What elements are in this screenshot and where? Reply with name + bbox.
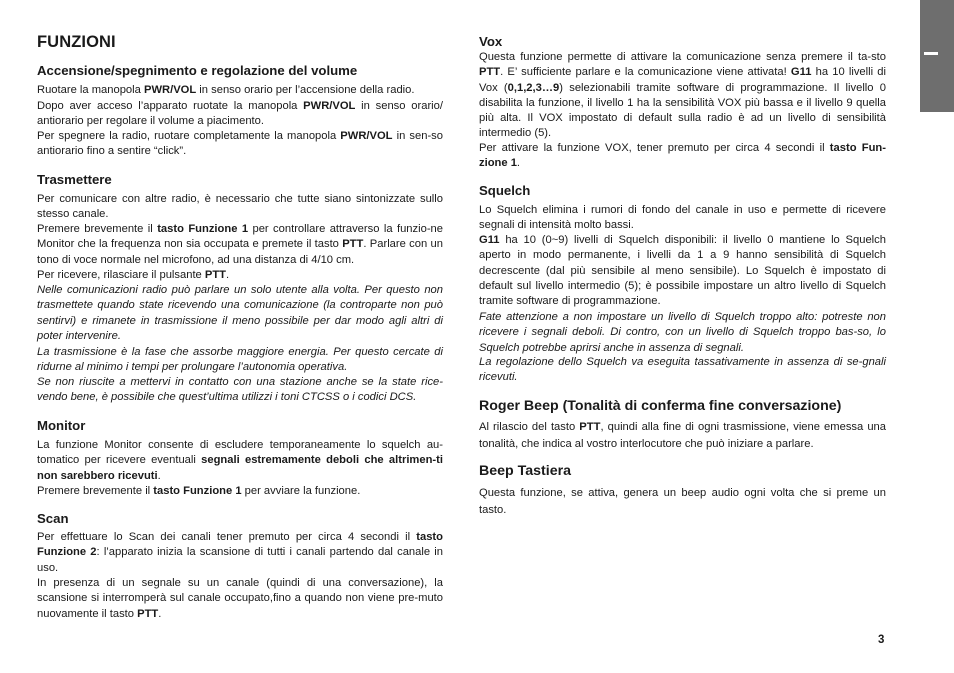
bold-text: tasto Funzione 1 <box>157 223 249 235</box>
text-run: in sen-so antiorario fino a sentire “click”. <box>37 130 443 158</box>
bold-text: PTT <box>204 269 227 281</box>
text-run: Dopo aver acceso l’apparato ruotate la manopola <box>37 100 304 112</box>
text-run: Premere brevemente il <box>37 485 154 497</box>
paragraph <box>37 222 443 268</box>
bold-text: G11 <box>790 66 812 79</box>
text-run: Al rilascio del tasto <box>479 421 580 433</box>
text-run: Per effettuare lo Scan dei canali tener premuto per circa 4 secondi il <box>37 531 417 543</box>
heading-monitor: Monitor <box>37 418 86 433</box>
paragraph-note <box>479 310 886 356</box>
bold-text: G11 <box>479 234 500 246</box>
heading-beep-tastiera: Beep Tastiera <box>479 463 571 479</box>
text-run: Per spegnere la radio, ruotare completamente la manopola <box>37 130 341 142</box>
paragraph <box>479 485 886 519</box>
bold-text: PWR/VOL <box>143 84 197 96</box>
section-tab <box>920 0 954 112</box>
paragraph-note <box>37 283 443 344</box>
text-run: . Parlare con un tono di voce normale nel microfono, ad una distanza di 4/10 cm. <box>37 238 443 266</box>
text-run: . <box>516 157 521 170</box>
paragraph <box>37 530 443 576</box>
text-run: , quindi alla fine di ogni trasmissione, viene emessa una tonalità, che indica al vostro interlocutore che può iniziare a parlare. <box>479 421 886 450</box>
paragraph <box>37 438 443 484</box>
text-run: Per ricevere, rilasciare il pulsante <box>37 269 205 281</box>
paragraph <box>479 141 886 172</box>
bold-text: tasto Funzione 1 <box>153 485 242 497</box>
text-run: Questa funzione permette di attivare la comunicazione senza premere il ta-sto <box>479 51 886 63</box>
paragraph-note <box>479 355 886 386</box>
text-run: La funzione Monitor consente di escludere temporaneamente lo squelch au-tomatico per ricevere eventuali <box>37 439 443 467</box>
paragraph <box>479 203 886 234</box>
paragraph <box>479 419 886 453</box>
text-run: Lo Squelch elimina i rumori di fondo del canale in uso e permette di ricevere segnali di intensità molto bassi. <box>479 204 886 232</box>
bold-text: tasto Fun-zione 1 <box>479 142 886 170</box>
paragraph <box>37 99 443 130</box>
heading-trasmettere: Trasmettere <box>37 172 112 187</box>
bold-text: segnali estremamente deboli che altrimen-ti non sarebbero ricevuti <box>37 454 443 482</box>
paragraph <box>479 50 886 142</box>
bold-text: PTT <box>137 607 159 620</box>
paragraph-note <box>37 345 443 376</box>
page-title: FUNZIONI <box>37 33 116 51</box>
italic-text: La regolazione dello Squelch va eseguita tassativamente in assenza di se-gnali ricevuti. <box>479 356 886 384</box>
italic-text: Nelle comunicazioni radio può parlare un solo utente alla volta. Per questo non trasmettete quando state ricevendo una comunicazione (la controparte non può sentirvi) e rimanete in trasmissione il meno possibile per dar modo agli altri di poter intervenire. <box>37 284 443 342</box>
bold-text: PWR/VOL <box>340 130 393 142</box>
bold-text: tasto Funzione 2 <box>37 531 443 559</box>
text-run: in senso orario/ antiorario per regolare il volume a piacimento. <box>37 100 443 128</box>
text-run: in senso orario per l’accensione della radio. <box>196 84 415 96</box>
text-run: . <box>226 269 230 281</box>
text-run: In presenza di un segnale su un canale (quindi di una conversazione), la scansione si interromperà sul canale occupato,fino a quando non viene pre-muto nuovamente il tasto <box>37 577 443 620</box>
italic-text: Se non riuscite a mettervi in contatto con una stazione anche se la state rice-vendo bene, è possibile che quest’ultima utilizzi i toni CTCSS o i codici DCS. <box>37 376 443 404</box>
paragraph <box>37 268 443 283</box>
paragraph <box>479 233 886 309</box>
text-run: : l’apparato inizia la scansione di tutti i canali partendo dal canale in uso. <box>37 546 443 574</box>
text-run: Questa funzione, se attiva, genera un beep audio ogni volta che si preme un tasto. <box>479 487 886 516</box>
text-run: per avviare la funzione. <box>241 485 361 497</box>
paragraph <box>37 576 443 622</box>
bold-text: PTT <box>342 238 364 251</box>
text-run: . E’ sufficiente parlare e la comunicazione viene attivata! <box>500 66 791 79</box>
text-run: . <box>157 469 161 482</box>
paragraph <box>37 192 443 223</box>
heading-squelch: Squelch <box>479 183 531 198</box>
paragraph <box>37 129 443 160</box>
bold-text: 0,1,2,3…9 <box>507 81 560 94</box>
text-run: Ruotare la manopola <box>37 84 144 96</box>
text-run: Per comunicare con altre radio, è necessario che tutte siano sintonizzate sullo stesso canale. <box>37 193 443 221</box>
italic-text: Fate attenzione a non impostare un livello di Squelch troppo alto: potreste non ricevere i segnali deboli. Di contro, con un livello di Squelch troppo bas-so, lo Squelch potrebbe aprirsi anche in assenza di segnali. <box>479 311 886 354</box>
paragraph-note <box>37 375 443 406</box>
text-run: per controllare attraverso la funzio-ne Monitor che la frequenza non sia occupata e premete il tasto <box>37 223 443 251</box>
text-run: ha 10 (0~9) livelli di Squelch disponibili: il livello 0 mantiene lo Squelch aperto in modo permanente, i livelli da 1 a 9 hanno sensibilità di Squelch decrescente (dal più sensibile al meno sensibile). Lo Squelch è impostato di default sul livello intermedio (5); è possibile impostare un altro livello di Squelch tramite software di programmazione. <box>479 234 886 308</box>
text-run: ha 10 livelli di Vox ( <box>479 66 886 94</box>
paragraph <box>37 83 443 98</box>
italic-text: La trasmissione è la fase che assorbe maggiore energia. Per questo cercate di ridurne al minimo i tempi per prolungare l’autonomia operativa. <box>37 346 443 374</box>
text-run: Per attivare la funzione VOX, tener premuto per circa 4 secondi il <box>479 142 830 154</box>
text-run: . <box>158 607 162 620</box>
paragraph <box>37 484 443 499</box>
heading-accensione: Accensione/spegnimento e regolazione del volume <box>37 63 358 78</box>
page-number: 3 <box>878 634 885 646</box>
tab-marker <box>924 52 938 55</box>
text-run: ) selezionabili tramite software di programmazione. Il livello 0 disabilita la funzione, il livello 1 ha la sensibilità VOX più bassa e il livello 9 quella più alta. Il VOX impostato di default sulla radio è ad un livello di sensibilità intermedio (5). <box>479 81 886 140</box>
text-run: Premere brevemente il <box>37 223 158 235</box>
bold-text: PTT <box>479 66 501 79</box>
heading-vox: Vox <box>479 34 503 49</box>
heading-roger-beep: Roger Beep (Tonalità di conferma fine conversazione) <box>479 398 842 414</box>
bold-text: PWR/VOL <box>303 100 356 112</box>
heading-scan: Scan <box>37 511 69 526</box>
bold-text: PTT <box>579 421 601 433</box>
